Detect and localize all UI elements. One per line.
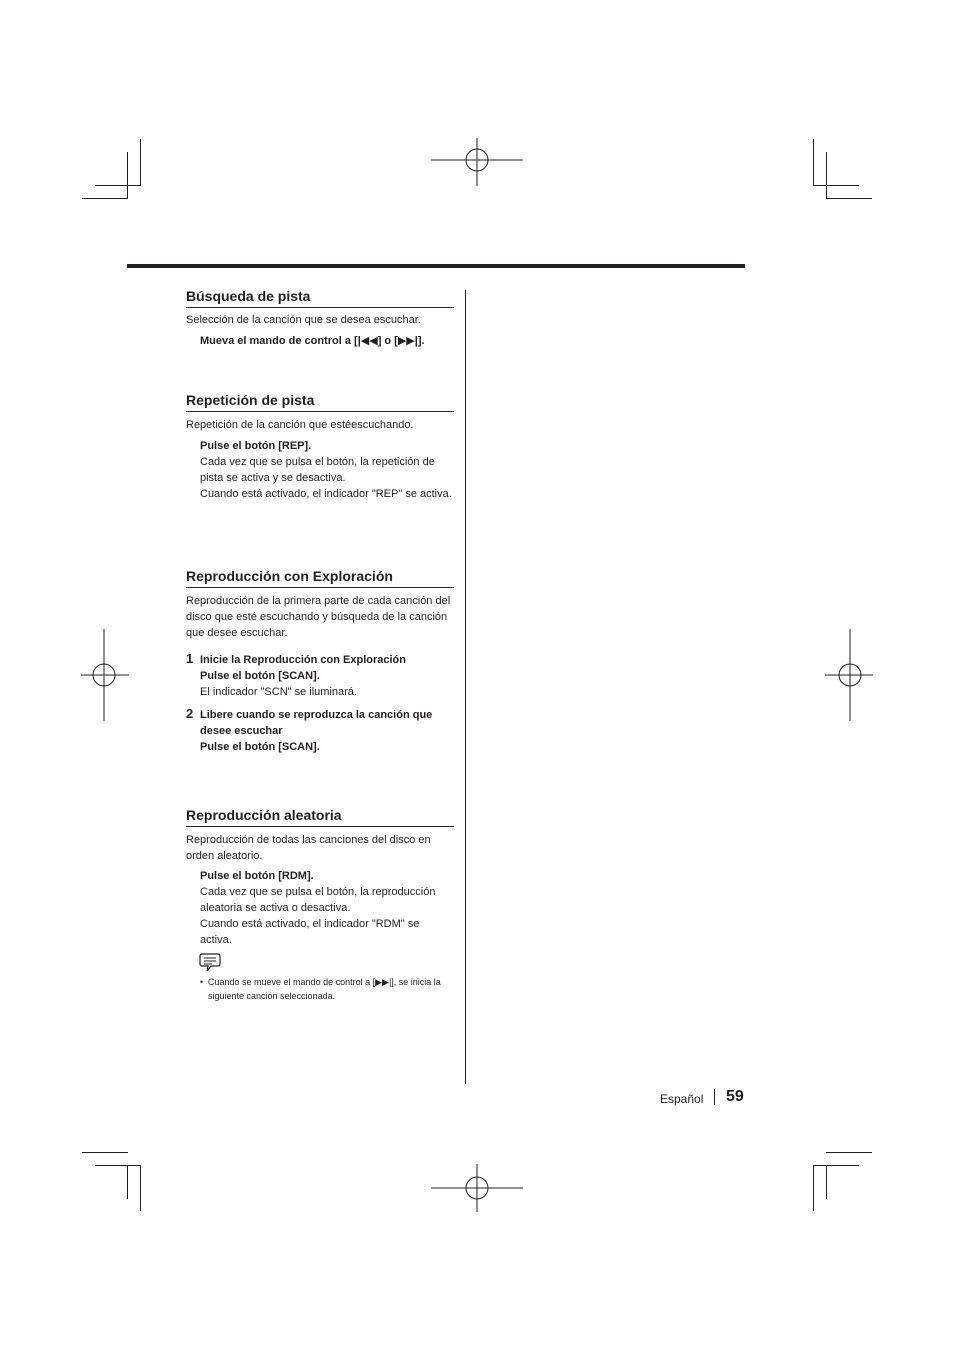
repeticion-action: Pulse el botón [REP].: [200, 440, 312, 452]
section-title-repeticion: Repetición de pista: [186, 392, 454, 412]
section-title-exploracion: Reproducción con Exploración: [186, 568, 454, 588]
step-2-action: Pulse el botón [SCAN].: [200, 741, 320, 753]
registration-mark-right: [825, 629, 873, 721]
note-bullet: •: [200, 977, 204, 987]
step-1-heading: Inicie la Reproducción con Exploración: [200, 654, 406, 666]
footer-separator: [714, 1089, 715, 1105]
footer-language: Español: [660, 1092, 704, 1106]
step-number-1: 1: [186, 651, 194, 666]
registration-mark-top: [431, 138, 523, 186]
step-1-result: El indicador "SCN" se iluminará.: [200, 686, 357, 698]
column-divider: [465, 290, 466, 1084]
note-icon: [199, 952, 223, 974]
note-item: [200, 975, 454, 1003]
exploracion-intro: Reproducción de la primera parte de cada canción del disco que esté escuchando y búsqueda de la canción que desee escuchar.: [186, 595, 451, 639]
repeticion-intro: Repetición de la canción que estéescuchando.: [186, 419, 414, 431]
busqueda-intro: Selección de la canción que se desea escuchar.: [186, 314, 421, 326]
aleatoria-desc-1: Cada vez que se pulsa el botón, la reproducción aleatoria se activa o desactiva.: [200, 886, 436, 914]
step-2-heading: Libere cuando se reproduzca la canción que desee escuchar: [200, 709, 433, 737]
note-text: Cuando se mueve el mando de control a [▶▶|], se inicia la siguiente canción seleccionada.: [208, 977, 441, 1001]
aleatoria-intro: Reproducción de todas las canciones del disco en orden aleatorio.: [186, 834, 431, 862]
step-1-action: Pulse el botón [SCAN].: [200, 670, 320, 682]
aleatoria-action: Pulse el botón [RDM].: [200, 870, 314, 882]
step-number-2: 2: [186, 706, 194, 721]
page-number: 59: [726, 1088, 744, 1105]
registration-mark-left: [81, 629, 129, 721]
aleatoria-desc-2: Cuando está activado, el indicador "RDM" se activa.: [200, 918, 420, 946]
busqueda-instruction: Mueva el mando de control a [|◀◀] o [▶▶|].: [200, 335, 425, 347]
repeticion-desc-1: Cada vez que se pulsa el botón, la repetición de pista se activa y se desactiva.: [200, 456, 435, 484]
registration-mark-bottom: [431, 1164, 523, 1212]
section-title-busqueda: Búsqueda de pista: [186, 288, 454, 308]
section-title-aleatoria: Reproducción aleatoria: [186, 807, 454, 827]
repeticion-desc-2: Cuando está activado, el indicador "REP" se activa.: [200, 488, 452, 500]
header-rule: [127, 264, 745, 268]
